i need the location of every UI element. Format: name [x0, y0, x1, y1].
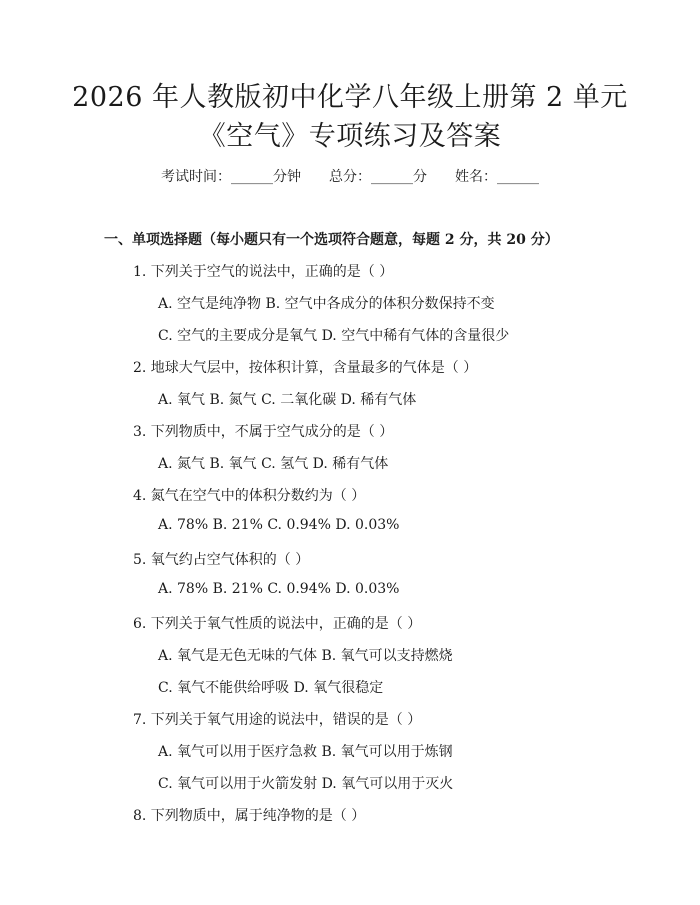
document-title-line-1: 2026 年人教版初中化学八年级上册第 2 单元 — [72, 82, 628, 113]
question-stem: 8. 下列物质中，属于纯净物的是（ ） — [133, 808, 366, 824]
question-options-line: A. 氧气可以用于医疗急救 B. 氧气可以用于炼钢 — [158, 744, 453, 760]
name-field: 姓名：______ — [455, 169, 539, 185]
exam-time-field: 考试时间：______分钟 — [161, 169, 301, 185]
question-stem: 4. 氮气在空气中的体积分数约为（ ） — [133, 488, 366, 504]
question-options-line: A. 78% B. 21% C. 0.94% D. 0.03% — [158, 581, 400, 597]
question-options-line: C. 氧气不能供给呼吸 D. 氧气很稳定 — [158, 680, 384, 696]
section-heading-single-choice: 一、单项选择题（每小题只有一个选项符合题意，每题 2 分，共 20 分） — [104, 232, 559, 248]
document-title-line-2: 《空气》专项练习及答案 — [198, 121, 502, 152]
question-options-line: C. 氧气可以用于火箭发射 D. 氧气可以用于灭火 — [158, 776, 454, 792]
question-options-line: A. 氧气是无色无味的气体 B. 氧气可以支持燃烧 — [158, 648, 453, 664]
question-stem: 1. 下列关于空气的说法中，正确的是（ ） — [133, 264, 394, 280]
question-stem: 2. 地球大气层中，按体积计算，含量最多的气体是（ ） — [133, 360, 478, 376]
question-stem: 3. 下列物质中，不属于空气成分的是（ ） — [133, 424, 394, 440]
exam-meta-row — [0, 166, 700, 186]
question-options-line: A. 78% B. 21% C. 0.94% D. 0.03% — [158, 517, 400, 533]
question-options-line: A. 氮气 B. 氧气 C. 氢气 D. 稀有气体 — [158, 456, 389, 472]
question-stem: 7. 下列关于氧气用途的说法中，错误的是（ ） — [133, 712, 422, 728]
question-options-line: C. 空气的主要成分是氧气 D. 空气中稀有气体的含量很少 — [158, 328, 510, 344]
question-stem: 6. 下列关于氧气性质的说法中，正确的是（ ） — [133, 616, 422, 632]
question-options-line: A. 空气是纯净物 B. 空气中各成分的体积分数保持不变 — [158, 296, 495, 312]
total-score-field: 总分：______分 — [329, 169, 427, 185]
question-options-line: A. 氧气 B. 氮气 C. 二氧化碳 D. 稀有气体 — [158, 392, 417, 408]
question-stem: 5. 氧气约占空气体积的（ ） — [133, 552, 310, 568]
